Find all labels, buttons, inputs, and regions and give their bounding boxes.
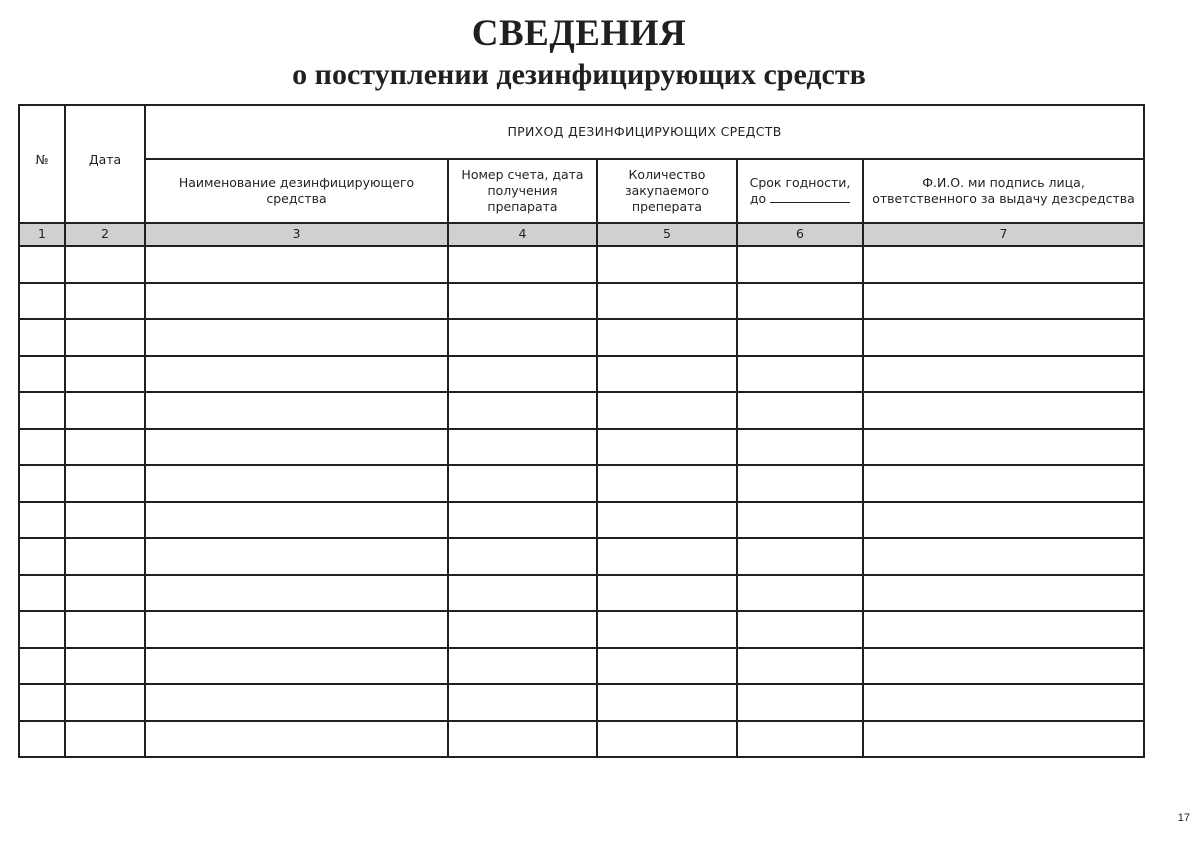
empty-cell[interactable] — [145, 465, 448, 502]
empty-cell[interactable] — [737, 502, 863, 539]
empty-cell[interactable] — [597, 429, 737, 466]
column-number-cell: 6 — [737, 223, 863, 246]
empty-cell[interactable] — [19, 465, 65, 502]
column-header-quantity: Количество закупаемого преперата — [597, 159, 737, 223]
group-header-receipt: ПРИХОД ДЕЗИНФИЦИРУЮЩИХ СРЕДСТВ — [145, 105, 1144, 159]
column-number-cell: 5 — [597, 223, 737, 246]
table-row — [19, 611, 1144, 648]
empty-cell[interactable] — [737, 611, 863, 648]
table-row — [19, 538, 1144, 575]
empty-cell[interactable] — [448, 502, 597, 539]
empty-cell[interactable] — [19, 538, 65, 575]
empty-cell[interactable] — [863, 246, 1144, 283]
empty-cell[interactable] — [145, 575, 448, 612]
empty-cell[interactable] — [19, 319, 65, 356]
table-row — [19, 356, 1144, 393]
empty-cell[interactable] — [145, 429, 448, 466]
empty-cell[interactable] — [737, 648, 863, 685]
empty-cell[interactable] — [448, 283, 597, 320]
empty-cell[interactable] — [737, 246, 863, 283]
empty-cell[interactable] — [448, 356, 597, 393]
empty-cell[interactable] — [737, 356, 863, 393]
empty-cell[interactable] — [19, 429, 65, 466]
empty-cell[interactable] — [65, 465, 145, 502]
empty-cell[interactable] — [19, 283, 65, 320]
empty-cell[interactable] — [863, 538, 1144, 575]
empty-cell[interactable] — [737, 684, 863, 721]
empty-cell[interactable] — [597, 684, 737, 721]
empty-cell[interactable] — [448, 684, 597, 721]
empty-cell[interactable] — [65, 538, 145, 575]
table-row — [19, 246, 1144, 283]
empty-cell[interactable] — [737, 721, 863, 758]
empty-cell[interactable] — [448, 246, 597, 283]
empty-cell[interactable] — [863, 648, 1144, 685]
empty-cell[interactable] — [19, 392, 65, 429]
empty-cell[interactable] — [65, 429, 145, 466]
empty-cell[interactable] — [737, 429, 863, 466]
empty-cell[interactable] — [737, 319, 863, 356]
empty-cell[interactable] — [145, 246, 448, 283]
empty-cell[interactable] — [597, 721, 737, 758]
empty-cell[interactable] — [19, 246, 65, 283]
table-row — [19, 575, 1144, 612]
empty-cell[interactable] — [65, 575, 145, 612]
empty-cell[interactable] — [448, 429, 597, 466]
empty-cell[interactable] — [19, 721, 65, 758]
table-row — [19, 283, 1144, 320]
column-header-expiry — [737, 159, 863, 223]
empty-cell[interactable] — [863, 356, 1144, 393]
empty-cell[interactable] — [145, 319, 448, 356]
empty-cell[interactable] — [597, 283, 737, 320]
table-row — [19, 429, 1144, 466]
empty-cell[interactable] — [448, 465, 597, 502]
empty-cell[interactable] — [65, 684, 145, 721]
empty-cell[interactable] — [65, 246, 145, 283]
empty-cell[interactable] — [65, 392, 145, 429]
empty-cell[interactable] — [737, 465, 863, 502]
empty-cell[interactable] — [597, 319, 737, 356]
column-number-cell: 4 — [448, 223, 597, 246]
column-number-cell: 1 — [19, 223, 65, 246]
empty-cell[interactable] — [863, 611, 1144, 648]
column-number-cell: 2 — [65, 223, 145, 246]
empty-cell[interactable] — [863, 392, 1144, 429]
empty-cell[interactable] — [19, 611, 65, 648]
document-title: СВЕДЕНИЯ — [471, 13, 687, 54]
empty-cell[interactable] — [597, 392, 737, 429]
empty-cell[interactable] — [597, 575, 737, 612]
disinfectant-receipt-table — [18, 104, 1145, 758]
empty-cell[interactable] — [863, 721, 1144, 758]
column-header-responsible: Ф.И.О. ми подпись лица, ответственного за выдачу дезсредства — [863, 159, 1144, 223]
empty-cell[interactable] — [19, 575, 65, 612]
expiry-label: Срок годности, — [749, 174, 851, 190]
empty-cell[interactable] — [863, 684, 1144, 721]
table-row — [19, 502, 1144, 539]
empty-cell[interactable] — [145, 538, 448, 575]
empty-cell[interactable] — [597, 246, 737, 283]
empty-cell[interactable] — [65, 283, 145, 320]
empty-cell[interactable] — [597, 502, 737, 539]
empty-cell[interactable] — [737, 538, 863, 575]
empty-cell[interactable] — [597, 611, 737, 648]
empty-cell[interactable] — [597, 538, 737, 575]
empty-cell[interactable] — [597, 356, 737, 393]
column-header-number: № — [19, 105, 65, 223]
table-row — [19, 684, 1144, 721]
document-subtitle: о поступлении дезинфицирующих средств — [292, 58, 866, 91]
empty-cell[interactable] — [65, 721, 145, 758]
empty-cell[interactable] — [863, 465, 1144, 502]
empty-cell[interactable] — [65, 356, 145, 393]
empty-cell[interactable] — [65, 611, 145, 648]
table-row — [19, 465, 1144, 502]
empty-cell[interactable] — [448, 392, 597, 429]
empty-cell[interactable] — [145, 283, 448, 320]
empty-cell[interactable] — [448, 575, 597, 612]
empty-cell[interactable] — [65, 648, 145, 685]
empty-cell[interactable] — [863, 502, 1144, 539]
empty-cell[interactable] — [65, 502, 145, 539]
empty-cell[interactable] — [145, 392, 448, 429]
empty-cell[interactable] — [448, 648, 597, 685]
empty-cell[interactable] — [19, 684, 65, 721]
table-row — [19, 392, 1144, 429]
column-number-cell: 7 — [863, 223, 1144, 246]
empty-cell[interactable] — [145, 648, 448, 685]
empty-cell[interactable] — [863, 319, 1144, 356]
empty-cell[interactable] — [737, 575, 863, 612]
empty-cell[interactable] — [863, 429, 1144, 466]
empty-cell[interactable] — [448, 538, 597, 575]
table-row — [19, 721, 1144, 758]
empty-cell[interactable] — [145, 684, 448, 721]
expiry-blank-line — [770, 191, 850, 203]
empty-cell[interactable] — [145, 502, 448, 539]
empty-cell[interactable] — [448, 611, 597, 648]
empty-cell[interactable] — [19, 648, 65, 685]
empty-cell[interactable] — [863, 283, 1144, 320]
empty-cell[interactable] — [145, 356, 448, 393]
empty-cell[interactable] — [597, 465, 737, 502]
column-header-date: Дата — [65, 105, 145, 223]
empty-cell[interactable] — [863, 575, 1144, 612]
empty-cell[interactable] — [448, 721, 597, 758]
empty-cell[interactable] — [597, 648, 737, 685]
column-header-invoice: Номер счета, дата получения препарата — [448, 159, 597, 223]
empty-cell[interactable] — [145, 721, 448, 758]
page-number: 17 — [1177, 812, 1190, 824]
empty-cell[interactable] — [737, 392, 863, 429]
column-number-row — [19, 223, 1144, 246]
empty-cell[interactable] — [737, 283, 863, 320]
empty-cell[interactable] — [65, 319, 145, 356]
empty-cell[interactable] — [448, 319, 597, 356]
column-number-cell: 3 — [145, 223, 448, 246]
empty-cell[interactable] — [145, 611, 448, 648]
empty-cell[interactable] — [19, 356, 65, 393]
column-header-name: Наименование дезинфицирующего средства — [145, 159, 448, 223]
table-row — [19, 319, 1144, 356]
table-row — [19, 648, 1144, 685]
empty-cell[interactable] — [19, 502, 65, 539]
expiry-prefix: до — [749, 191, 767, 206]
